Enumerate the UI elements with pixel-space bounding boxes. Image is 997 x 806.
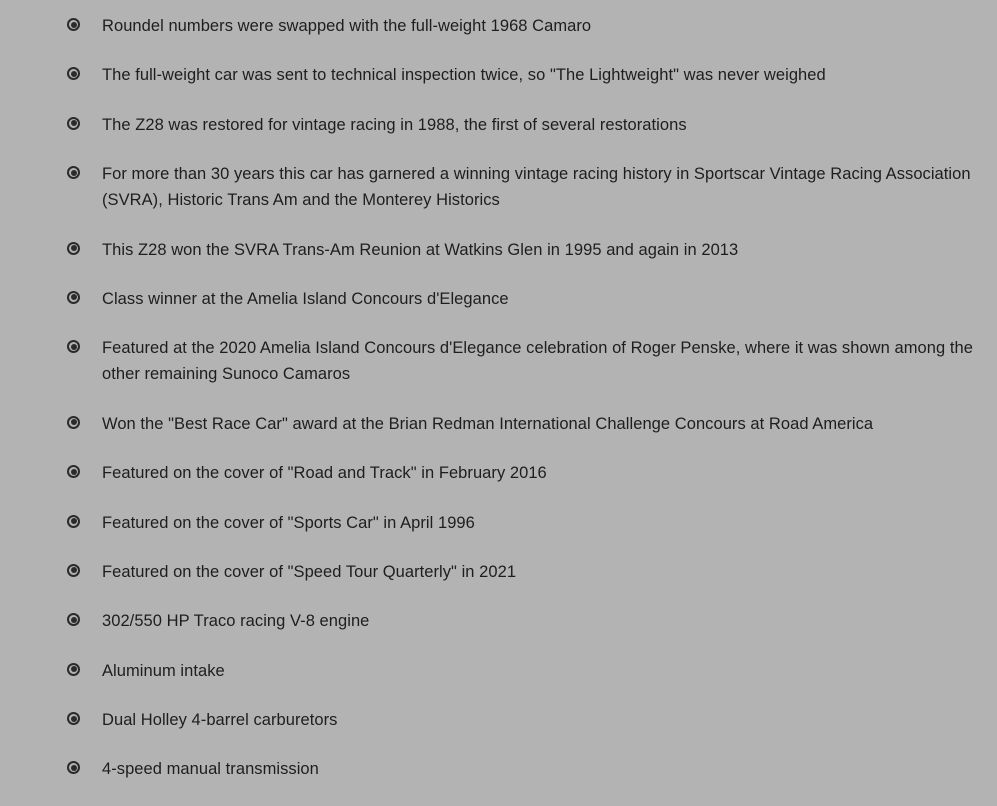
list-item-text: This Z28 won the SVRA Trans-Am Reunion at Watkins Glen in 1995 and again in 2013 [102, 240, 739, 259]
radio-bullet-icon [67, 117, 80, 130]
list-item [0, 286, 997, 312]
list-item-text: Class winner at the Amelia Island Concours d'Elegance [102, 289, 509, 308]
list-item [0, 62, 997, 88]
list-item-text: Featured on the cover of "Road and Track" in February 2016 [102, 464, 547, 483]
list-item [0, 510, 997, 536]
list-item-text: Roundel numbers were swapped with the full-weight 1968 Camaro [102, 17, 592, 35]
radio-bullet-icon [67, 564, 80, 577]
list-item [0, 161, 997, 213]
list-item-text: Won the "Best Race Car" award at the Brian Redman International Challenge Concours at Road America [102, 414, 874, 433]
radio-bullet-icon [67, 67, 80, 80]
list-item-text: The full-weight car was sent to technical inspection twice, so "The Lightweight" was never weighed [102, 66, 826, 85]
list-item-text: Featured at the 2020 Amelia Island Concours d'Elegance celebration of Roger Penske, where it was shown among the other remaining Sunoco Camaros [102, 339, 973, 384]
radio-bullet-icon [67, 166, 80, 179]
list-item-text: Featured on the cover of "Speed Tour Quarterly" in 2021 [102, 562, 517, 581]
feature-list [0, 13, 997, 806]
list-item [0, 658, 997, 684]
list-item [0, 411, 997, 437]
list-item [0, 237, 997, 263]
radio-bullet-icon [67, 663, 80, 676]
list-item [0, 756, 997, 782]
list-item-text: 4-speed manual transmission [102, 760, 319, 779]
list-item [0, 559, 997, 585]
radio-bullet-icon [67, 613, 80, 626]
list-item [0, 460, 997, 486]
radio-bullet-icon [67, 761, 80, 774]
list-item [0, 335, 997, 387]
list-item [0, 112, 997, 138]
list-item-text: Featured on the cover of "Sports Car" in April 1996 [102, 513, 475, 532]
list-item-text: The Z28 was restored for vintage racing in 1988, the first of several restorations [102, 115, 687, 134]
radio-bullet-icon [67, 465, 80, 478]
list-item-text: Aluminum intake [102, 661, 225, 680]
radio-bullet-icon [67, 515, 80, 528]
list-item [0, 707, 997, 733]
list-item [0, 13, 997, 39]
radio-bullet-icon [67, 416, 80, 429]
list-item-text: For more than 30 years this car has garnered a winning vintage racing history in Sportscar Vintage Racing Association (SVRA), Historic Trans Am and the Monterey Historics [102, 165, 971, 210]
radio-bullet-icon [67, 18, 80, 31]
radio-bullet-icon [67, 340, 80, 353]
list-item [0, 608, 997, 634]
radio-bullet-icon [67, 712, 80, 725]
radio-bullet-icon [67, 291, 80, 304]
radio-bullet-icon [67, 242, 80, 255]
list-item-text: 302/550 HP Traco racing V-8 engine [102, 612, 370, 631]
list-item-text: Dual Holley 4-barrel carburetors [102, 711, 338, 730]
